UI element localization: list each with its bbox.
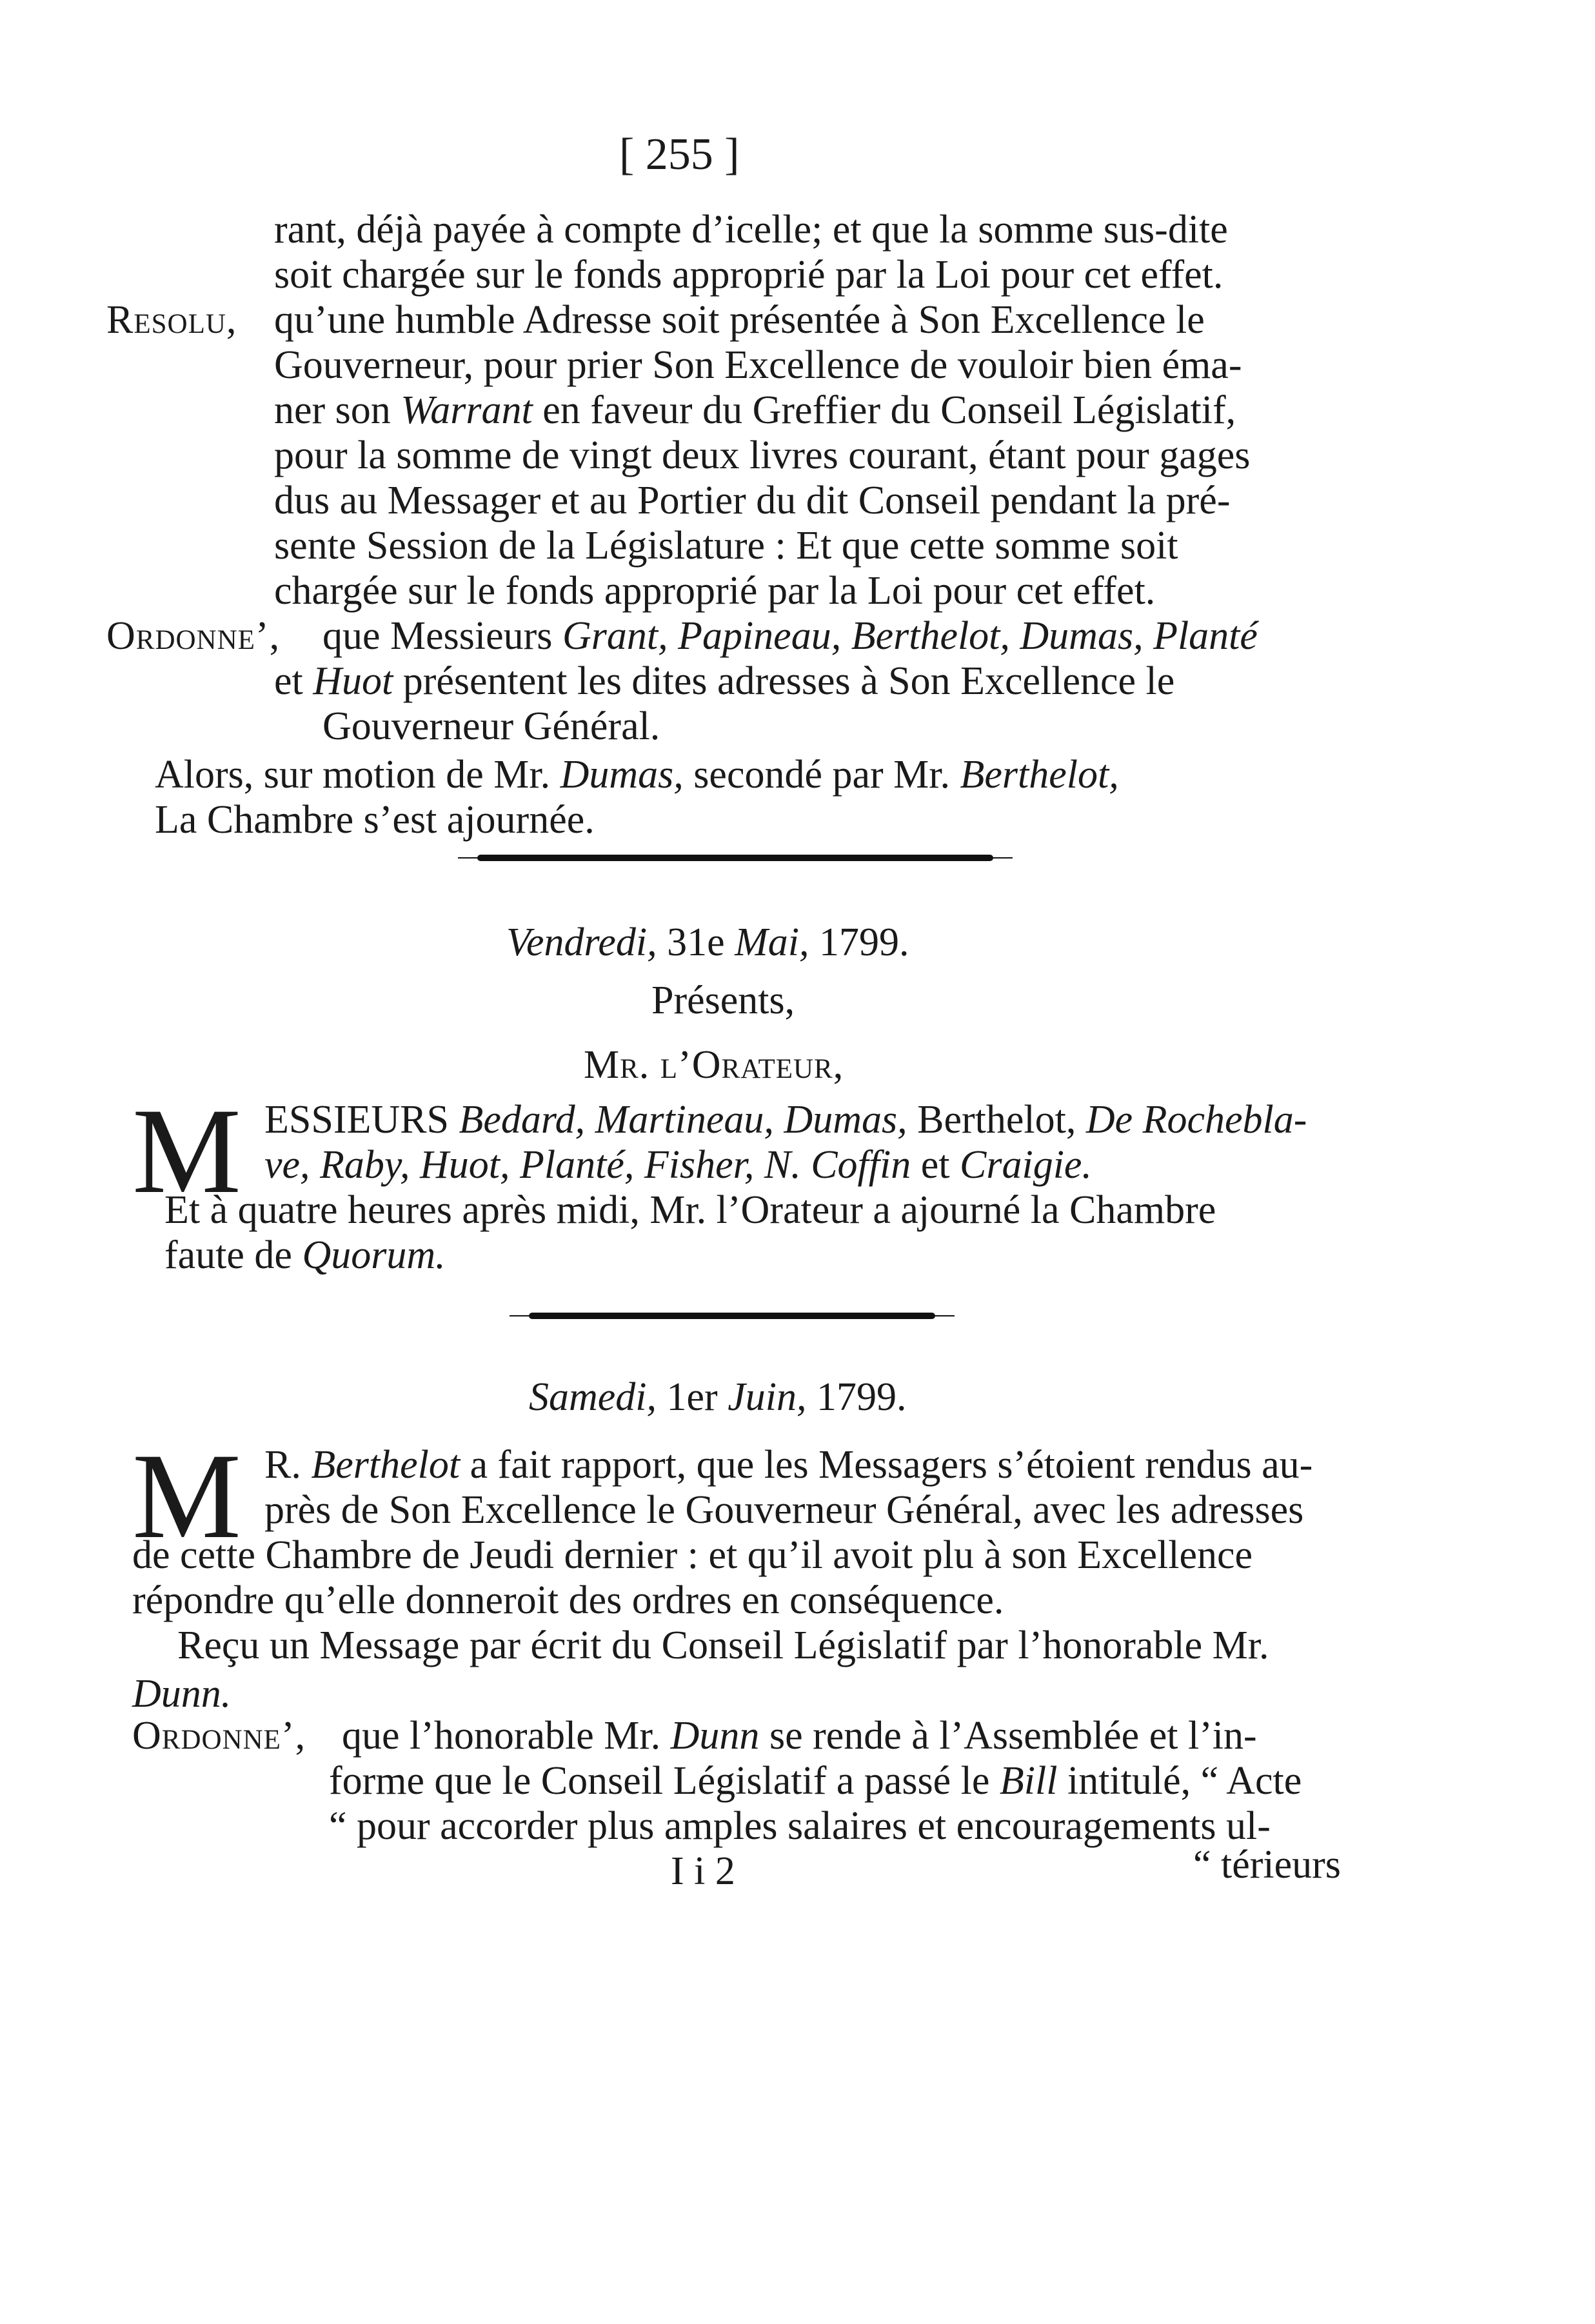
- text-line: répondre qu’elle donneroit des ordres en conséquence.: [132, 1578, 1004, 1622]
- text-line: qu’une humble Adresse soit présentée à Son Excellence le: [274, 298, 1205, 342]
- text-line: faute de Quorum.: [164, 1233, 446, 1277]
- drop-cap: M: [132, 1429, 241, 1564]
- text-line: ner son Warrant en faveur du Greffier du Conseil Législatif,: [274, 388, 1236, 432]
- text-line: ESSIEURS Bedard, Martineau, Dumas, Berthelot, De Rochebla-: [264, 1098, 1307, 1142]
- page-number: [ 255 ]: [619, 130, 740, 179]
- session-date: Vendredi, 31e Mai, 1799.: [506, 920, 909, 964]
- text-line: Gouverneur Général.: [322, 704, 660, 748]
- presents-heading: Présents,: [651, 978, 795, 1022]
- text-line: La Chambre s’est ajournée.: [155, 798, 595, 842]
- text-line: “ pour accorder plus amples salaires et encouragements ul-: [329, 1804, 1271, 1848]
- orateur-heading: Mr. l’Orateur,: [584, 1043, 844, 1087]
- ordonne-label: Ordonne’,: [106, 614, 281, 658]
- text-line: forme que le Conseil Législatif a passé le Bill intitulé, “ Acte: [329, 1759, 1302, 1803]
- text-line: Gouverneur, pour prier Son Excellence de vouloir bien éma-: [274, 343, 1242, 387]
- text-line: ve, Raby, Huot, Planté, Fisher, N. Coffin et Craigie.: [264, 1143, 1092, 1187]
- text-line: que Messieurs Grant, Papineau, Berthelot, Dumas, Planté: [322, 614, 1258, 658]
- text-line: Et à quatre heures après midi, Mr. l’Orateur a ajourné la Chambre: [164, 1188, 1216, 1232]
- ordonne-label: Ordonne’,: [132, 1714, 306, 1758]
- signature-mark: I i 2: [671, 1849, 735, 1893]
- text-line: sente Session de la Législature : Et que cette somme soit: [274, 524, 1178, 568]
- drop-cap: M: [132, 1084, 241, 1219]
- text-line: R. Berthelot a fait rapport, que les Messagers s’étoient rendus au-: [264, 1443, 1313, 1487]
- text-line: Alors, sur motion de Mr. Dumas, secondé par Mr. Berthelot,: [155, 753, 1119, 797]
- text-line: chargée sur le fonds approprié par la Loi pour cet effet.: [274, 569, 1156, 613]
- text-line: pour la somme de vingt deux livres courant, étant pour gages: [274, 433, 1251, 477]
- resolu-label: Resolu,: [106, 298, 237, 342]
- text-line: de cette Chambre de Jeudi dernier : et qu’il avoit plu à son Excellence: [132, 1533, 1253, 1577]
- text-line: près de Son Excellence le Gouverneur Général, avec les adresses: [264, 1488, 1304, 1532]
- text-line: que l’honorable Mr. Dunn se rende à l’Assemblée et l’in-: [342, 1714, 1257, 1758]
- text-line: et Huot présentent les dites adresses à Son Excellence le: [274, 659, 1175, 703]
- text-line: Dunn.: [132, 1672, 232, 1716]
- section-divider: [477, 855, 993, 861]
- text-line: Reçu un Message par écrit du Conseil Législatif par l’honorable Mr.: [177, 1624, 1269, 1667]
- catchword: “ térieurs: [1193, 1843, 1341, 1887]
- text-line: soit chargée sur le fonds approprié par la Loi pour cet effet.: [274, 253, 1223, 297]
- section-divider: [529, 1313, 935, 1319]
- text-line: dus au Messager et au Portier du dit Conseil pendant la pré-: [274, 479, 1231, 522]
- text-line: rant, déjà payée à compte d’icelle; et que la somme sus-dite: [274, 208, 1228, 252]
- session-date: Samedi, 1er Juin, 1799.: [529, 1375, 907, 1419]
